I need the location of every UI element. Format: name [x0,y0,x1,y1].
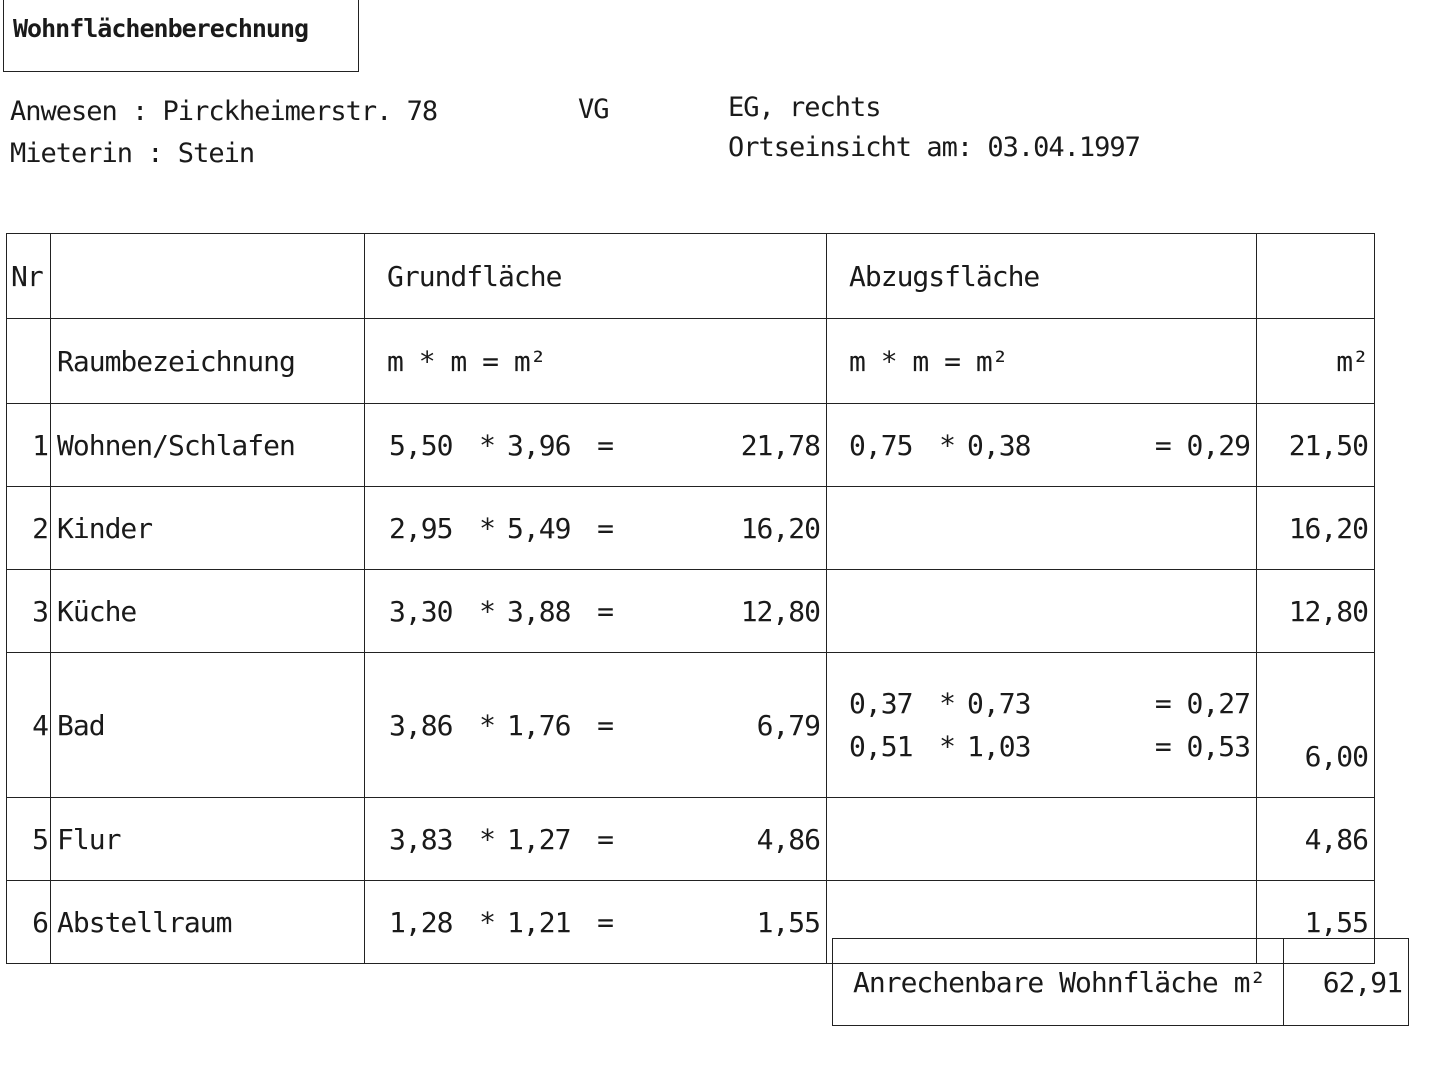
multiply-sign: * [939,730,955,763]
abzugsflaeche-cell [827,653,1257,798]
area-value: 12,80 [740,594,820,628]
equals-sign: = [597,905,613,939]
width-value: 1,27 [507,822,571,856]
deduction-width: 0,38 [967,428,1031,462]
table-row [7,798,1375,881]
multiply-sign: * [479,511,495,545]
deduction-width: 1,03 [967,730,1031,763]
calc-line [365,906,826,939]
deduction-width: 0,73 [967,687,1031,720]
header-nr: Nr [7,234,51,319]
formula-abzug: m * m = m² [827,319,1257,404]
multiply-sign: * [479,905,495,939]
equals-sign: = [597,708,613,742]
header-unit: m² [1257,319,1375,404]
equals-sign: = [597,511,613,545]
length-value: 3,83 [389,822,453,856]
calc-line [365,709,826,742]
table-subheader-row [7,319,1375,404]
area-value: 1,55 [756,905,820,939]
area-table [6,233,1375,964]
row-number: 4 [7,653,51,798]
row-total: 4,86 [1257,798,1375,881]
header-empty [51,234,365,319]
area-value: 6,79 [756,708,820,742]
document-title: Wohnflächenberechnung [13,14,309,43]
row-total: 6,00 [1257,653,1375,798]
equals-sign: = [597,594,613,628]
subheader-empty [7,319,51,404]
deduction-result: = 0,53 [1154,730,1250,763]
room-name: Abstellraum [51,881,365,964]
deduction-result: = 0,27 [1154,687,1250,720]
deduction-line [827,730,1256,763]
equals-sign: = [597,822,613,856]
room-name: Kinder [51,487,365,570]
row-number: 6 [7,881,51,964]
multiply-sign: * [479,428,495,462]
area-value: 4,86 [756,822,820,856]
length-value: 1,28 [389,905,453,939]
deduction-length: 0,51 [849,730,913,763]
summary-label: Anrechenbare Wohnfläche m² [833,939,1284,1026]
anwesen-line: Anwesen : Pirckheimerstr. 78 [10,96,438,127]
abzugsflaeche-cell [827,570,1257,653]
table-header-row [7,234,1375,319]
row-total: 21,50 [1257,404,1375,487]
deduction-line [827,429,1256,462]
grundflaeche-calc [365,570,827,653]
width-value: 1,76 [507,708,571,742]
table-row [7,653,1375,798]
length-value: 3,86 [389,708,453,742]
row-number: 1 [7,404,51,487]
multiply-sign: * [939,687,955,720]
grundflaeche-calc [365,798,827,881]
width-value: 3,88 [507,594,571,628]
abzugsflaeche-cell [827,404,1257,487]
length-value: 3,30 [389,594,453,628]
area-value: 16,20 [740,511,820,545]
table-row [7,570,1375,653]
room-name: Küche [51,570,365,653]
row-total: 12,80 [1257,570,1375,653]
summary-row [833,939,1409,1026]
grundflaeche-calc [365,881,827,964]
calc-line [365,429,826,462]
multiply-sign: * [939,428,955,462]
calc-line [365,823,826,856]
row-total: 1,55 [1257,881,1375,964]
calc-line [365,512,826,545]
table-row [7,404,1375,487]
equals-sign: = [597,428,613,462]
length-value: 2,95 [389,511,453,545]
calc-line [365,595,826,628]
grundflaeche-calc [365,404,827,487]
width-value: 3,96 [507,428,571,462]
deduction-length: 0,37 [849,687,913,720]
table-row [7,487,1375,570]
multiply-sign: * [479,822,495,856]
formula-grund: m * m = m² [365,319,827,404]
room-name: Bad [51,653,365,798]
mieterin-line: Mieterin : Stein [10,138,255,169]
vg-label: VG [578,94,609,125]
area-value: 21,78 [740,428,820,462]
deduction-length: 0,75 [849,428,913,462]
multiply-sign: * [479,708,495,742]
room-name: Flur [51,798,365,881]
abzugsflaeche-cell [827,487,1257,570]
row-total: 16,20 [1257,487,1375,570]
summary-value: 62,91 [1284,939,1409,1026]
width-value: 5,49 [507,511,571,545]
row-number: 2 [7,487,51,570]
abzugsflaeche-cell [827,798,1257,881]
multiply-sign: * [479,594,495,628]
width-value: 1,21 [507,905,571,939]
summary-box [832,938,1409,1026]
header-abzugsflaeche: Abzugsfläche [827,234,1257,319]
header-grundflaeche: Grundfläche [365,234,827,319]
grundflaeche-calc [365,653,827,798]
room-name: Wohnen/Schlafen [51,404,365,487]
length-value: 5,50 [389,428,453,462]
lage-label: EG, rechts [728,92,881,123]
ortseinsicht-label: Ortseinsicht am: 03.04.1997 [728,132,1140,163]
row-number: 3 [7,570,51,653]
row-number: 5 [7,798,51,881]
table-body [7,404,1375,964]
deduction-line [827,687,1256,720]
grundflaeche-calc [365,487,827,570]
deduction-result: = 0,29 [1154,428,1250,462]
title-box [3,0,359,72]
header-raumbezeichnung: Raumbezeichnung [51,319,365,404]
header-total-empty [1257,234,1375,319]
